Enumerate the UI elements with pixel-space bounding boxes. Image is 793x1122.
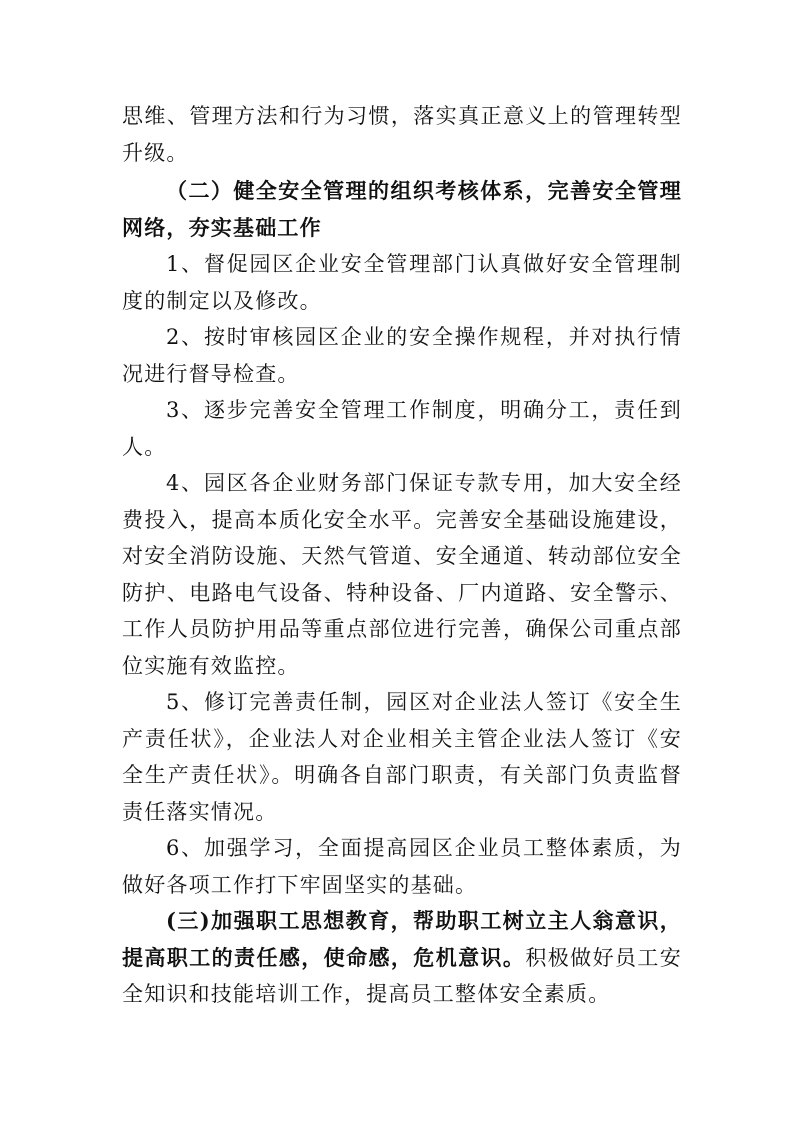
list-item-6: 6、加强学习，全面提高园区企业员工整体素质，为做好各项工作打下牢固坚实的基础。: [122, 836, 682, 897]
list-item-2: 2、按时审核园区企业的安全操作规程，并对执行情况进行督导检查。: [122, 325, 682, 386]
list-item-3: 3、逐步完善安全管理工作制度，明确分工，责任到人。: [122, 398, 682, 459]
paragraph-continuation: 思维、管理方法和行为习惯，落实真正意义上的管理转型升级。: [122, 104, 682, 165]
list-item-1: 1、督促园区企业安全管理部门认真做好安全管理制度的制定以及修改。: [122, 252, 682, 313]
list-item-5: 5、修订完善责任制，园区对企业法人签订《安全生产责任状》，企业法人对企业相关主管企业法人签订《安全生产责任状》。明确各自部门职责，有关部门负责监督责任落实情况。: [122, 690, 682, 824]
section-paragraph-3: [122, 903, 682, 1013]
section-heading-3: (三)加强职工思想教育，帮助职工树立主人翁意识，提高职工的责任感，使命感，危机意识。: [122, 908, 682, 970]
list-item-4: 4、园区各企业财务部门保证专款专用，加大安全经费投入，提高本质化安全水平。完善安全基础设施建设，对安全消防设施、天然气管道、安全通道、转动部位安全防护、电路电气设备、特种设备、厂内道路、安全警示、工作人员防护用品等重点部位进行完善，确保公司重点部位实施有效监控。: [122, 471, 682, 678]
section-heading-2: （二）健全安全管理的组织考核体系，完善安全管理网络，夯实基础工作: [122, 178, 682, 240]
document-page: [122, 98, 682, 1013]
section-3-body: 积极做好员工安全知识和技能培训工作，提高员工整体安全素质。: [122, 945, 682, 1006]
